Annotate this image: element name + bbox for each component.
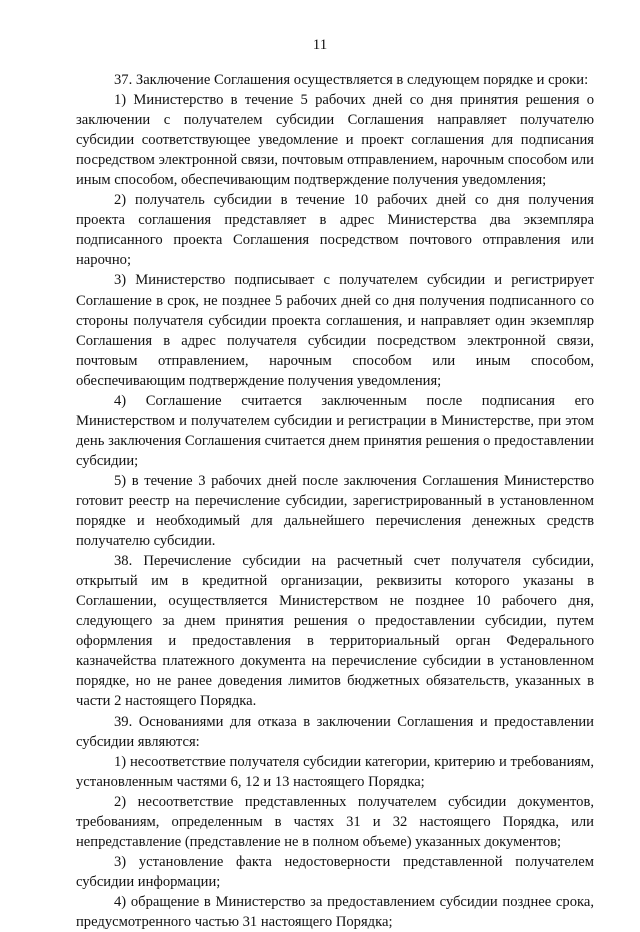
paragraph-38: 38. Перечисление субсидии на расчетный счет получателя субсидии, открытый им в кредитной организации, реквизиты которого указаны в Соглашении, осуществляется Министерством не позднее 10 рабочего дня, следующего за днем принятия решения о предоставлении субсидии, путем оформления и предоставления в территориальный орган Федерального казначейства платежного документа на перечисление субсидии в установленном порядке, но не ранее доведения лимитов бюджетных обязательств, указанных в части 2 настоящего Порядка. (76, 553, 594, 710)
paragraph-37-item-2: 2) получатель субсидии в течение 10 рабочих дней со дня получения проекта соглашения представляет в адрес Министерства два экземпляра подписанного проекта Соглашения посредством почтового отправления или нарочно; (76, 192, 594, 269)
document-body (76, 70, 594, 932)
paragraph-39-item-4: 4) обращение в Министерство за предоставлением субсидии позднее срока, предусмотренного частью 31 настоящего Порядка; (76, 893, 594, 930)
paragraph-37-item-5: 5) в течение 3 рабочих дней после заключения Соглашения Министерство готовит реестр на перечисление субсидии, зарегистрированный в установленном порядке и необходимый для дальнейшего перечисления денежных средств получателю субсидии. (76, 472, 594, 550)
paragraph-37-item-1: 1) Министерство в течение 5 рабочих дней со дня принятия решения о заключении с получателем субсидии Соглашения направляет получателю субсидии соответствующее уведомление и проект соглашения для подписания посредством электронной связи, почтовым отправлением, нарочным способом или иным способом, обеспечивающим подтверждение получения уведомления; (76, 92, 594, 189)
paragraph-37-item-4: 4) Соглашение считается заключенным после подписания его Министерством и получателем субсидии и регистрации в Министерстве, при этом день заключения Соглашения считается днем принятия решения о предоставлении субсидии; (76, 392, 594, 469)
paragraph-39-item-1: 1) несоответствие получателя субсидии категории, критерию и требованиям, установленным частями 6, 12 и 13 настоящего Порядка; (76, 753, 594, 790)
paragraph-37-item-3: 3) Министерство подписывает с получателем субсидии и регистрирует Соглашение в срок, не позднее 5 рабочих дней со дня получения подписанного со стороны получателя субсидии проекта соглашения, и направляет один экземпляр Соглашения в адрес получателя субсидии посредством электронной связи, почтовым отправлением, нарочным способом или иным способом, обеспечивающим подтверждение получения уведомления; (76, 272, 594, 389)
page-number: 11 (312, 37, 328, 53)
paragraph-39-item-2: 2) несоответствие представленных получателем субсидии документов, требованиям, определенным в частях 31 и 32 настоящего Порядка, или непредставление (представление не в полном объеме) указанных документов; (76, 793, 594, 850)
paragraph-39-item-3: 3) установление факта недостоверности представленной получателем субсидии информации; (76, 853, 594, 890)
paragraph-37: 37. Заключение Соглашения осуществляется в следующем порядке и сроки: (114, 72, 589, 88)
paragraph-39: 39. Основаниями для отказа в заключении Соглашения и предоставлении субсидии являются: (76, 713, 594, 750)
